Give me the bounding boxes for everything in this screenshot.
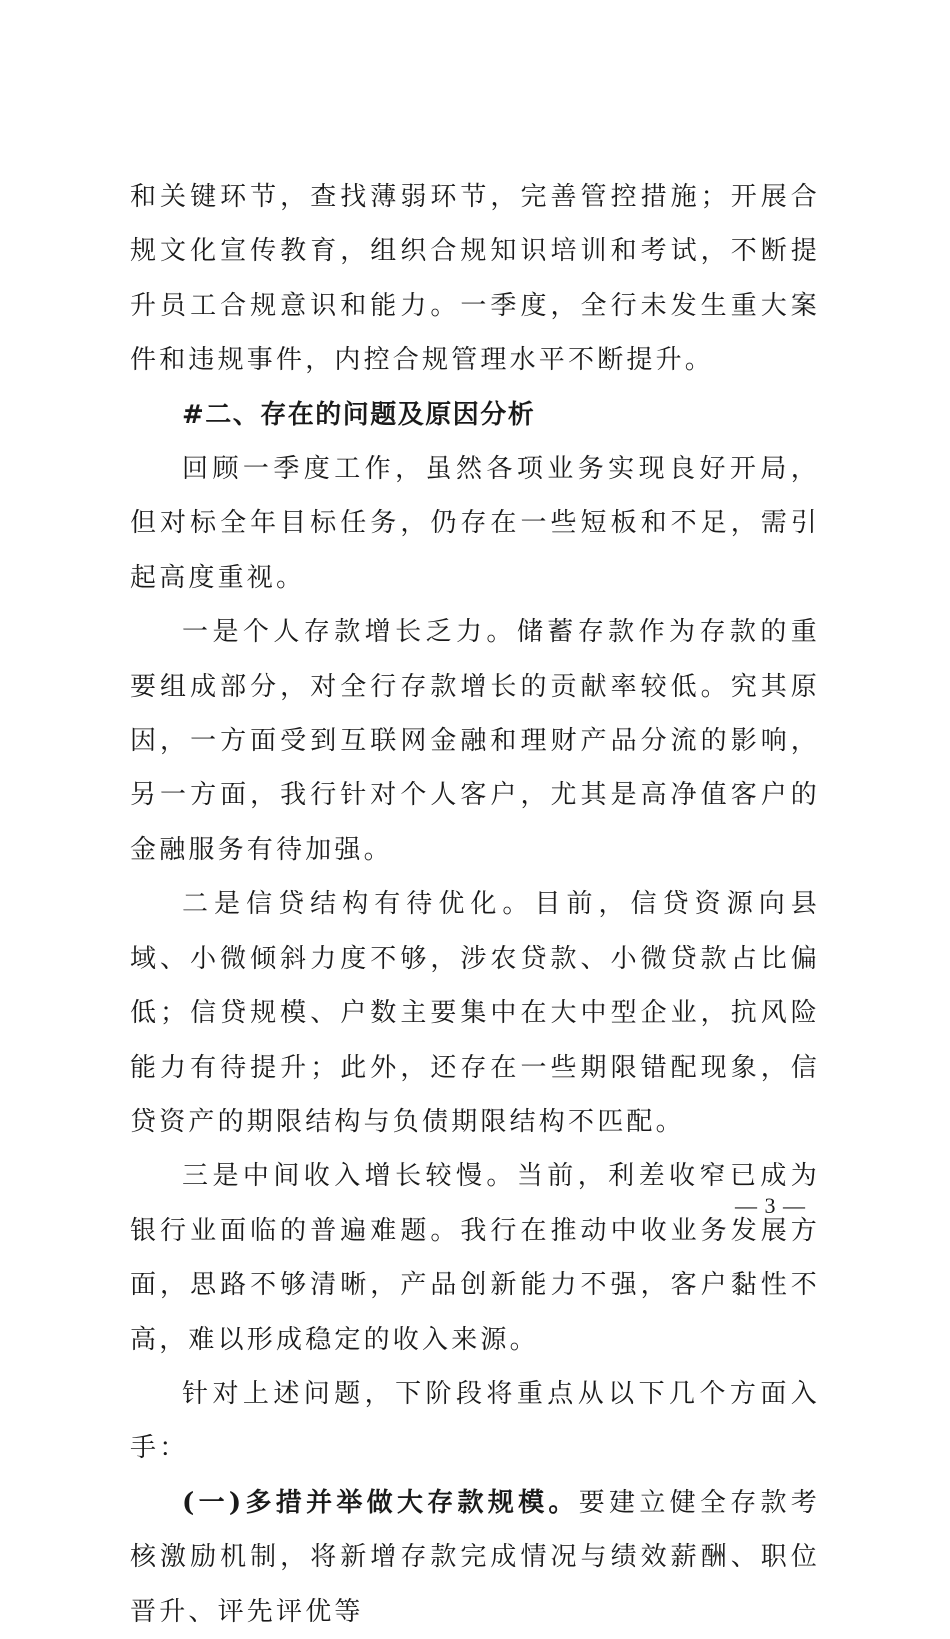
paragraph-credit-structure: 二是信贷结构有待优化。目前，信贷资源向县域、小微倾斜力度不够，涉农贷款、小微贷款占比偏低；信贷规模、户数主要集中在大中型企业，抗风险能力有待提升；此外，还存在一些期限错配现象，信贷资产的期限结构与负债期限结构不匹配。 <box>130 889 820 1137</box>
paragraph-compliance-continued: 和关键环节，查找薄弱环节，完善管控措施；开展合规文化宣传教育，组织合规知识培训和考试，不断提升员工合规意识和能力。一季度，全行未发生重大案件和违规事件，内控合规管理水平不断提升。 <box>130 182 820 376</box>
paragraph-personal-deposits: 一是个人存款增长乏力。储蓄存款作为存款的重要组成部分，对全行存款增长的贡献率较低。究其原因，一方面受到互联网金融和理财产品分流的影响，另一方面，我行针对个人客户，尤其是高净值客户的金融服务有待加强。 <box>130 617 820 865</box>
document-body <box>130 170 820 1639</box>
paragraph-review: 回顾一季度工作，虽然各项业务实现良好开局，但对标全年目标任务，仍存在一些短板和不足，需引起高度重视。 <box>130 454 820 593</box>
section-heading-problems: #二、存在的问题及原因分析 <box>182 399 536 430</box>
measure-one-title: (一)多措并举做大存款规模。 <box>182 1487 579 1518</box>
measure-one-text: 要建立健全存款考核激励机制，将新增存款完成情况与绩效薪酬、职位晋升、评先评优等 <box>130 1487 820 1627</box>
paragraph-next-steps: 针对上述问题，下阶段将重点从以下几个方面入手： <box>130 1378 820 1464</box>
page-number: — 3 — <box>735 1193 806 1218</box>
paragraph-intermediate-income: 三是中间收入增长较慢。当前，利差收窄已成为银行业面临的普遍难题。我行在推动中收业务发展方面，思路不够清晰，产品创新能力不强，客户黏性不高，难以形成稳定的收入来源。 <box>130 1161 820 1355</box>
paragraph-measure-one <box>130 1476 820 1639</box>
